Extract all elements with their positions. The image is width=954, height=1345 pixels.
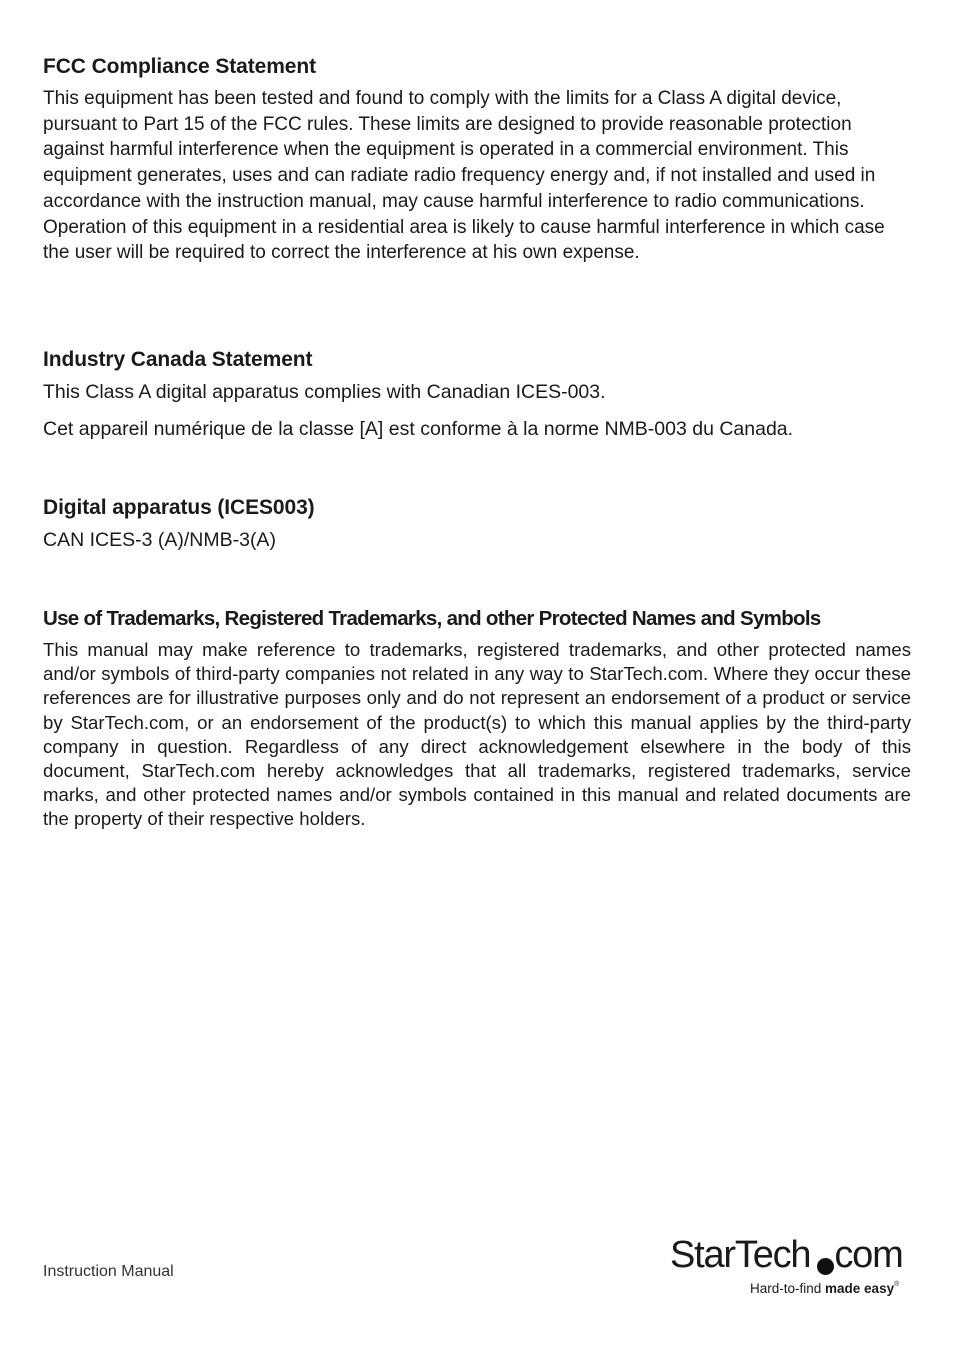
registered-mark: ® — [894, 1281, 900, 1288]
logo-wordmark — [670, 1232, 903, 1278]
industry-canada-english: This Class A digital apparatus complies with Canadian ICES-003. — [43, 381, 606, 403]
startech-logo — [670, 1232, 915, 1304]
logo-tagline-plain: Hard-to-find — [750, 1281, 826, 1296]
logo-name-part1: StarTech — [670, 1234, 811, 1276]
industry-canada-section — [43, 345, 911, 493]
fcc-heading: FCC Compliance Statement — [43, 55, 316, 78]
logo-name-part2: com — [834, 1234, 903, 1276]
logo-dot-icon — [817, 1258, 834, 1275]
trademarks-heading: Use of Trademarks, Registered Trademarks, and other Protected Names and Symbols — [43, 607, 821, 630]
trademarks-section — [43, 604, 911, 832]
fcc-body: This equipment has been tested and found to comply with the limits for a Class A digital device, pursuant to Part 15 of the FCC rules. These limits are designed to provide reasonable protection against harmful interference when the equipment is operated in a commercial environment. This equipment generates, uses and can radiate radio frequency energy and, if not installed and used in accordance with the instruction manual, may cause harmful interference to radio communications. Operation of this equipment in a residential area is likely to cause harmful interference in which case the user will be required to correct the interference at his own expense. — [43, 88, 885, 264]
logo-tagline — [750, 1280, 899, 1298]
footer-label: Instruction Manual — [43, 1263, 174, 1280]
document-page — [43, 52, 911, 832]
trademarks-body: This manual may make reference to trademarks, registered trademarks, and other protected names and/or symbols of third-party companies not related in any way to StarTech.com. Where they occur these references are for illustrative purposes only and do not represent an endorsement of a product or service by StarTech.com, or an endorsement of the product(s) to which this manual applies by the third-party company in question. Regardless of any direct acknowledgement elsewhere in the body of this document, StarTech.com hereby acknowledges that all trademarks, registered trademarks, service marks, and other protected names and/or symbols contained in this manual and related documents are the property of their respective holders. — [43, 639, 911, 830]
logo-tagline-bold: made easy — [825, 1281, 895, 1296]
digital-apparatus-code: CAN ICES-3 (A)/NMB-3(A) — [43, 529, 276, 551]
fcc-section — [43, 52, 911, 345]
industry-canada-french: Cet appareil numérique de la classe [A] est conforme à la norme NMB-003 du Canada. — [43, 418, 794, 440]
digital-apparatus-section — [43, 493, 911, 604]
digital-apparatus-heading: Digital apparatus (ICES003) — [43, 496, 315, 519]
industry-canada-heading: Industry Canada Statement — [43, 348, 313, 371]
